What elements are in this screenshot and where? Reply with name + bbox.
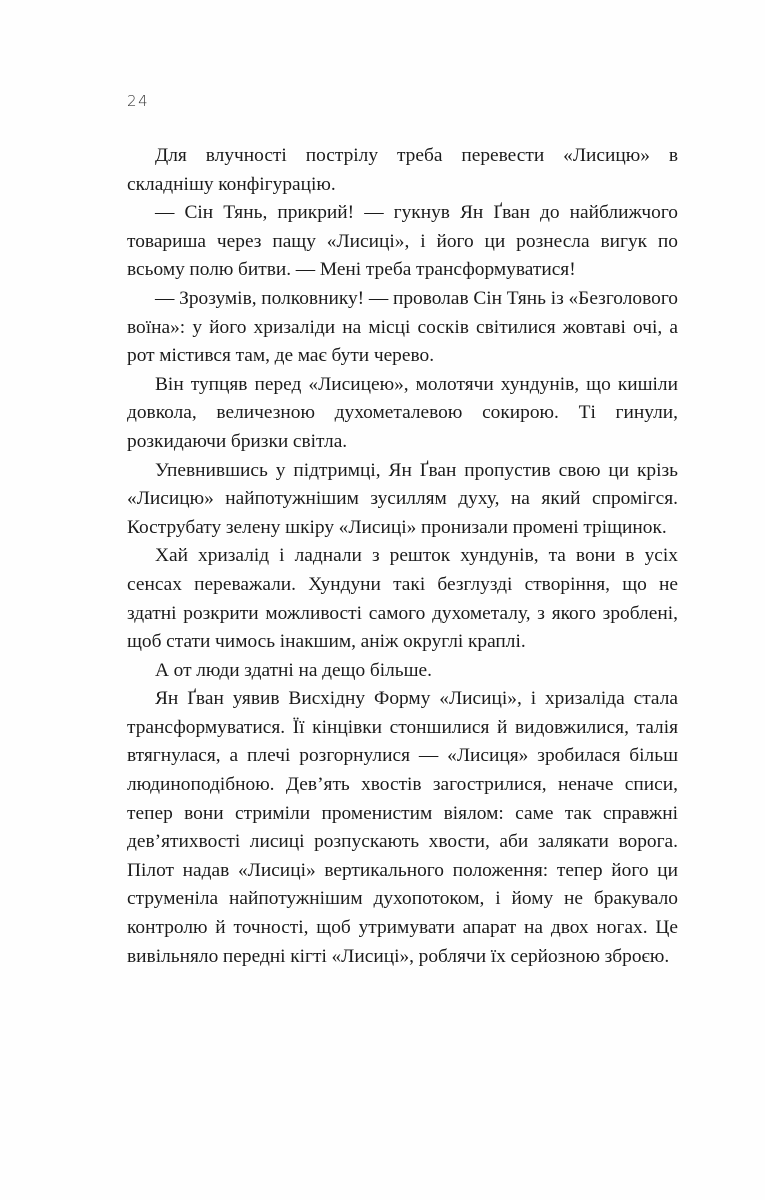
paragraph: Він тупцяв перед «Лисицею», молотячи хундунів, що кишіли довкола, величезною духометалевою сокирою. Ті гинули, розкидаючи бризки світла. [127, 373, 678, 452]
paragraph: А от люди здатні на дещо більше. [155, 659, 432, 681]
paragraph: Ян Ґван уявив Висхідну Форму «Лисиці», і хризаліда стала трансформуватися. Її кінцівки стоншилися й видовжилися, талія втягнулася, а плечі розгорнулися — «Лисиця» зробилася більш людиноподібною. Дев’ять хвостів загострилися, неначе списи, тепер вони стриміли променистим віялом: саме так справжні дев’ятихвості лисиці розпускають хвости, аби залякати ворога. Пілот надав «Лисиці» вертикального положення: тепер його ци струменіла найпотужнішим духопотоком, і йому не бракувало контролю й точності, щоб утримувати апарат на двох ногах. Це вивільняло передні кігті «Лисиці», роблячи їх серйозною зброєю. [127, 688, 678, 967]
paragraph: Упевнившись у підтримці, Ян Ґван пропустив свою ци крізь «Лисицю» найпотужнішим зусиллям духу, на який спромігся. Кострубату зелену шкіру «Лисиці» пронизали промені тріщинок. [127, 459, 678, 538]
paragraph: Для влучності пострілу треба перевести «Лисицю» в складнішу конфігурацію. [127, 145, 678, 195]
body-text-block [127, 142, 678, 971]
paragraph: — Сін Тянь, прикрий! — гукнув Ян Ґван до найближчого товариша через пащу «Лисиці», і його ци рознесла вигук по всьому полю битви. — Мені треба трансформуватися! [127, 202, 678, 281]
page-number: 24 [127, 92, 150, 110]
paragraph: — Зрозумів, полковнику! — проволав Сін Тянь із «Безголового воїна»: у його хризаліди на місці сосків світилися жовтаві очі, а рот містився там, де має бути черево. [127, 287, 678, 367]
paragraph: Хай хризалід і ладнали з решток хундунів, та вони в усіх сенсах переважали. Хундуни такі безглузді створіння, що не здатні розкрити можливості самого духометалу, з якого зроблені, щоб стати чимось інакшим, аніж округлі краплі. [127, 545, 678, 653]
